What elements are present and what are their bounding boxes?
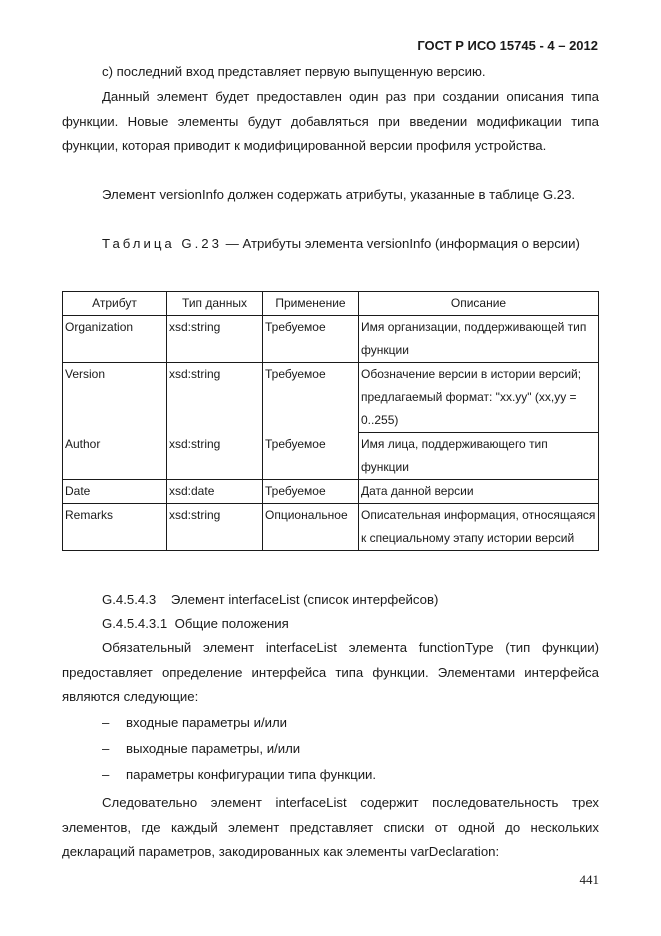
table-header-cell: Применение <box>263 292 359 316</box>
list-marker: – <box>102 741 110 756</box>
table-header-cell: Тип данных <box>167 292 263 316</box>
list-marker: – <box>102 715 110 730</box>
table-row <box>63 480 599 504</box>
section-heading-general <box>102 612 599 637</box>
table-header-row <box>63 292 599 316</box>
table-row <box>63 433 599 480</box>
paragraph-versioninfo-attributes: Элемент versionInfo должен содержать атрибуты, указанные в таблице G.23. <box>102 187 576 202</box>
page-number: 441 <box>579 872 599 887</box>
list-item <box>102 763 376 787</box>
attributes-table <box>62 291 599 551</box>
section-title: Элемент interfaceList (список интерфейсов) <box>170 592 439 607</box>
list-item-text: входные параметры и/или <box>126 715 288 730</box>
paragraph-interfacelist-definition: Обязательный элемент interfaceList элемента functionType (тип функции) предоставляет определение интерфейса типа функции. Элементами интерфейса являются следующие: <box>62 640 599 704</box>
list-item <box>102 737 300 761</box>
paragraph-version-element: Данный элемент будет предоставлен один раз при создании описания типа функции. Новые элементы будут добавляться при введении модификации типа функции, которая приводит к модифицированной версии профиля устройства. <box>62 89 599 153</box>
table-cell: Обозначение версии в истории версий; предлагаемый формат: "xx.yy" (xx,yy = 0..255) <box>359 363 599 433</box>
table-cell: Author <box>63 433 167 480</box>
table-cell: Дата данной версии <box>359 480 599 504</box>
table-cell: xsd:string <box>167 316 263 363</box>
table-header-cell: Атрибут <box>63 292 167 316</box>
section-heading-interfacelist <box>102 588 599 613</box>
table-cell: xsd:string <box>167 504 263 551</box>
table-cell: Требуемое <box>263 363 359 433</box>
table-caption-text: — Атрибуты элемента versionInfo (информация о версии) <box>221 236 580 251</box>
table-row <box>63 316 599 363</box>
table-cell: Version <box>63 363 167 433</box>
table-cell: Remarks <box>63 504 167 551</box>
table-cell: xsd:string <box>167 363 263 433</box>
table-caption-label: Таблица G.23 <box>102 236 222 251</box>
document-header: ГОСТ Р ИСО 15745 - 4 – 2012 <box>417 38 598 53</box>
table-cell: Требуемое <box>263 433 359 480</box>
list-item <box>102 711 287 735</box>
table-row <box>63 363 599 433</box>
list-item-text: выходные параметры, и/или <box>126 741 301 756</box>
paragraph-item-c: c) последний вход представляет первую выпущенную версию. <box>102 64 486 79</box>
section-number: G.4.5.4.3 <box>102 592 157 607</box>
table-cell: Date <box>63 480 167 504</box>
section-number: G.4.5.4.3.1 <box>102 616 168 631</box>
table-cell: Имя лица, поддерживающего тип функции <box>359 433 599 480</box>
list-item-text: параметры конфигурации типа функции. <box>126 767 377 782</box>
table-cell: Описательная информация, относящаяся к специальному этапу истории версий <box>359 504 599 551</box>
table-cell: Требуемое <box>263 316 359 363</box>
table-cell: Опциональное <box>263 504 359 551</box>
table-cell: Требуемое <box>263 480 359 504</box>
table-cell: Organization <box>63 316 167 363</box>
table-cell: Имя организации, поддерживающей тип функции <box>359 316 599 363</box>
paragraph-interfacelist-sequence: Следовательно элемент interfaceList содержит последовательность трех элементов, где каждый элемент представляет списки от одной до нескольких деклараций параметров, закодированных как элементы varDeclaration: <box>62 795 599 859</box>
table-caption <box>62 232 599 257</box>
section-title: Общие положения <box>174 616 289 631</box>
table-header-cell: Описание <box>359 292 599 316</box>
table-cell: xsd:string <box>167 433 263 480</box>
table-cell: xsd:date <box>167 480 263 504</box>
table-row <box>63 504 599 551</box>
list-marker: – <box>102 767 110 782</box>
